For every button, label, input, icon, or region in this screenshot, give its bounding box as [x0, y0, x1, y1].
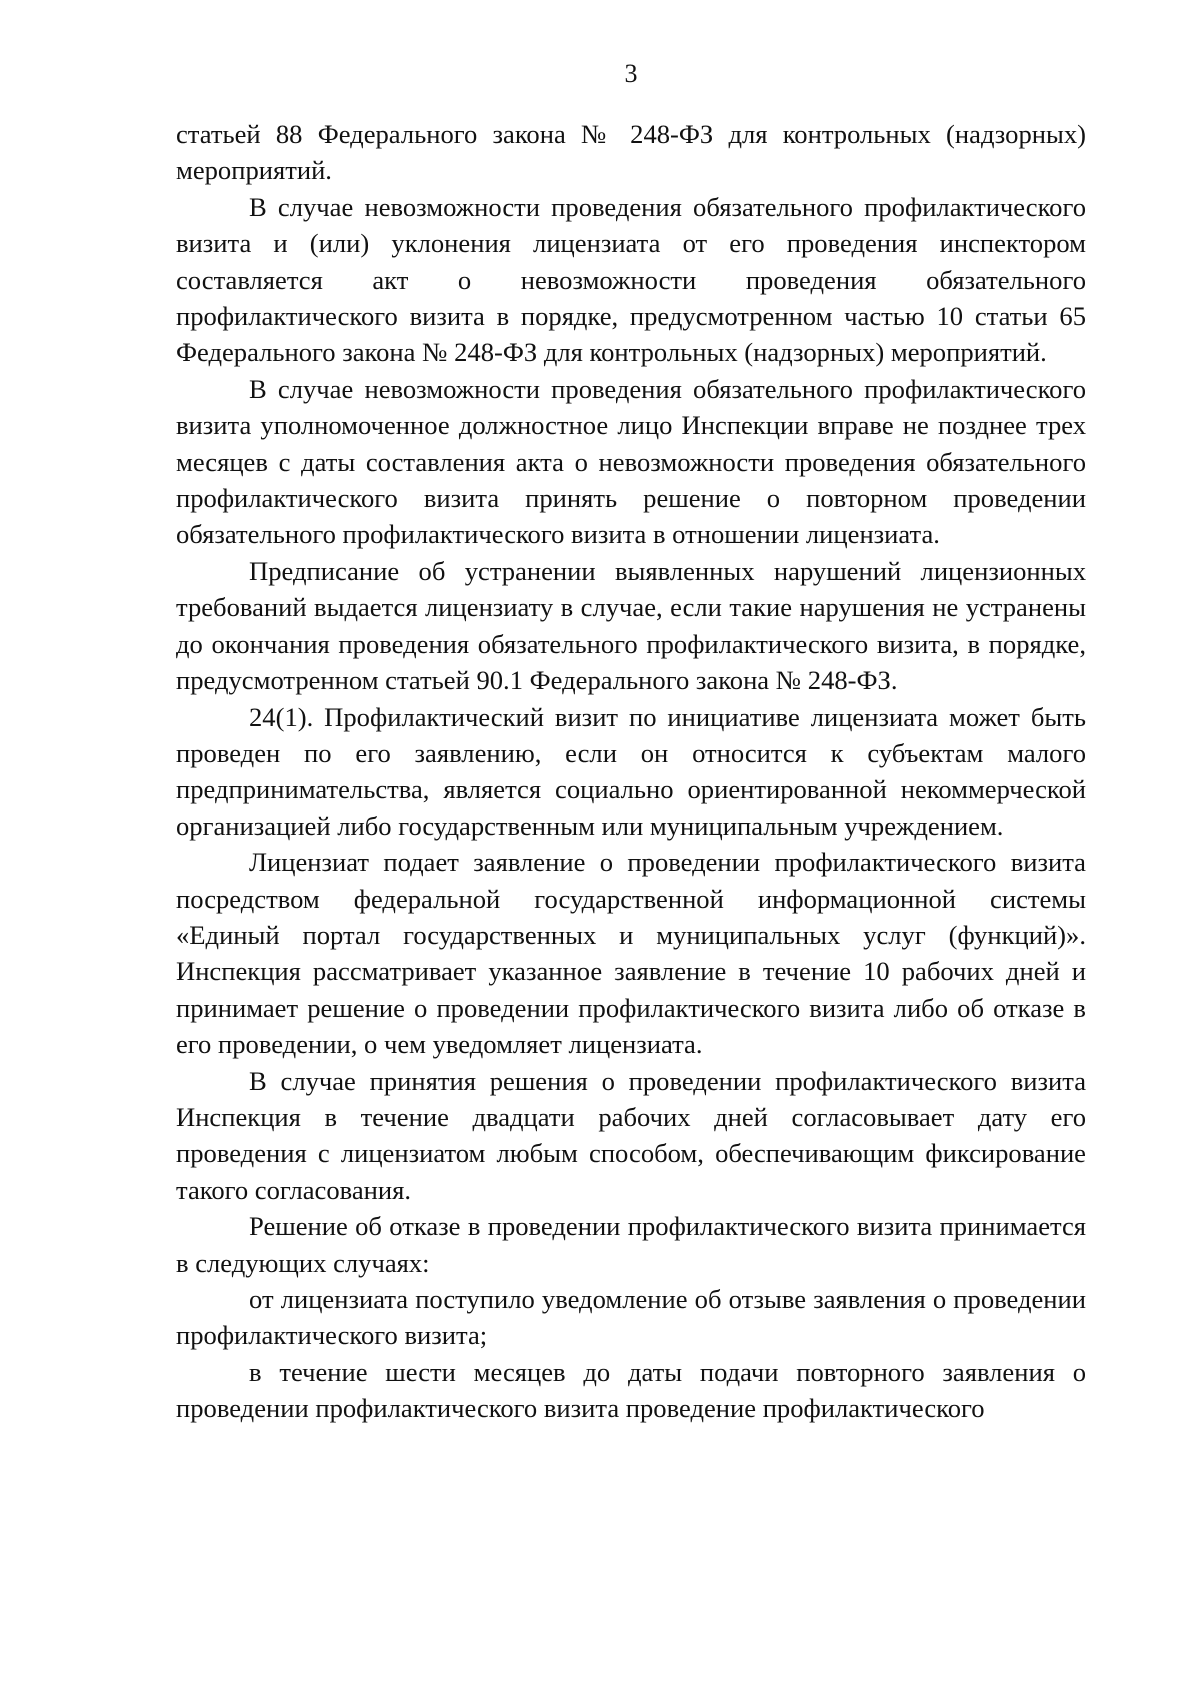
paragraph-continuation: статьей 88 Федерального закона № 248-ФЗ для контрольных (надзорных) мероприятий. [176, 119, 1086, 186]
paragraph-initiative-visit: 24(1). Профилактический визит по инициативе лицензиата может быть проведен по его заявлению, если он относится к субъектам малого предпринимательства, является социально ориентированной некоммерческой организацией либо государственным или муниципальным учреждением. [176, 701, 1086, 841]
paragraph-repeat-visit: В случае невозможности проведения обязательного профилактического визита уполномоченное должностное лицо Инспекции вправе не позднее трех месяцев с даты составления акта о невозможности проведения обязательного профилактического визита принять решение о повторном проведении обязательного профилактического визита в отношении лицензиата. [176, 373, 1086, 550]
paragraph-application: Лицензиат подает заявление о проведении профилактического визита посредством федеральной государственной информационной системы «Единый портал государственных и муниципальных услуг (функций)». Инспекция рассматривает указанное заявление в течение 10 рабочих дней и принимает решение о проведении профилактического визита либо об отказе в его проведении, о чем уведомляет лицензиата. [176, 847, 1086, 1060]
paragraph-refusal-intro: Решение об отказе в проведении профилактического визита принимается в следующих случаях: [176, 1211, 1086, 1278]
paragraph-prescription: Предписание об устранении выявленных нарушений лицензионных требований выдается лицензиату в случае, если такие нарушения не устранены до окончания проведения обязательного профилактического визита, в порядке, предусмотренном статьей 90.1 Федерального закона № 248-ФЗ. [176, 555, 1086, 696]
paragraph-inspection-act: В случае невозможности проведения обязательного профилактического визита и (или) уклонения лицензиата от его проведения инспектором составляется акт о невозможности проведения обязательного профилактического визита в порядке, предусмотренном частью 10 статьи 65 Федерального закона № 248-ФЗ для контрольных (надзорных) мероприятий. [176, 191, 1086, 368]
document-body [176, 116, 1086, 1427]
paragraph-agreement: В случае принятия решения о проведении профилактического визита Инспекция в течение двадцати рабочих дней согласовывает дату его проведения с лицензиатом любым способом, обеспечивающим фиксирование такого согласования. [176, 1065, 1086, 1205]
paragraph-refusal-case-1: от лицензиата поступило уведомление об отзыве заявления о проведении профилактического визита; [176, 1284, 1086, 1351]
paragraph-refusal-case-2: в течение шести месяцев до даты подачи повторного заявления о проведении профилактического визита проведение профилактического [176, 1356, 1086, 1424]
page-number: 3 [624, 59, 638, 88]
